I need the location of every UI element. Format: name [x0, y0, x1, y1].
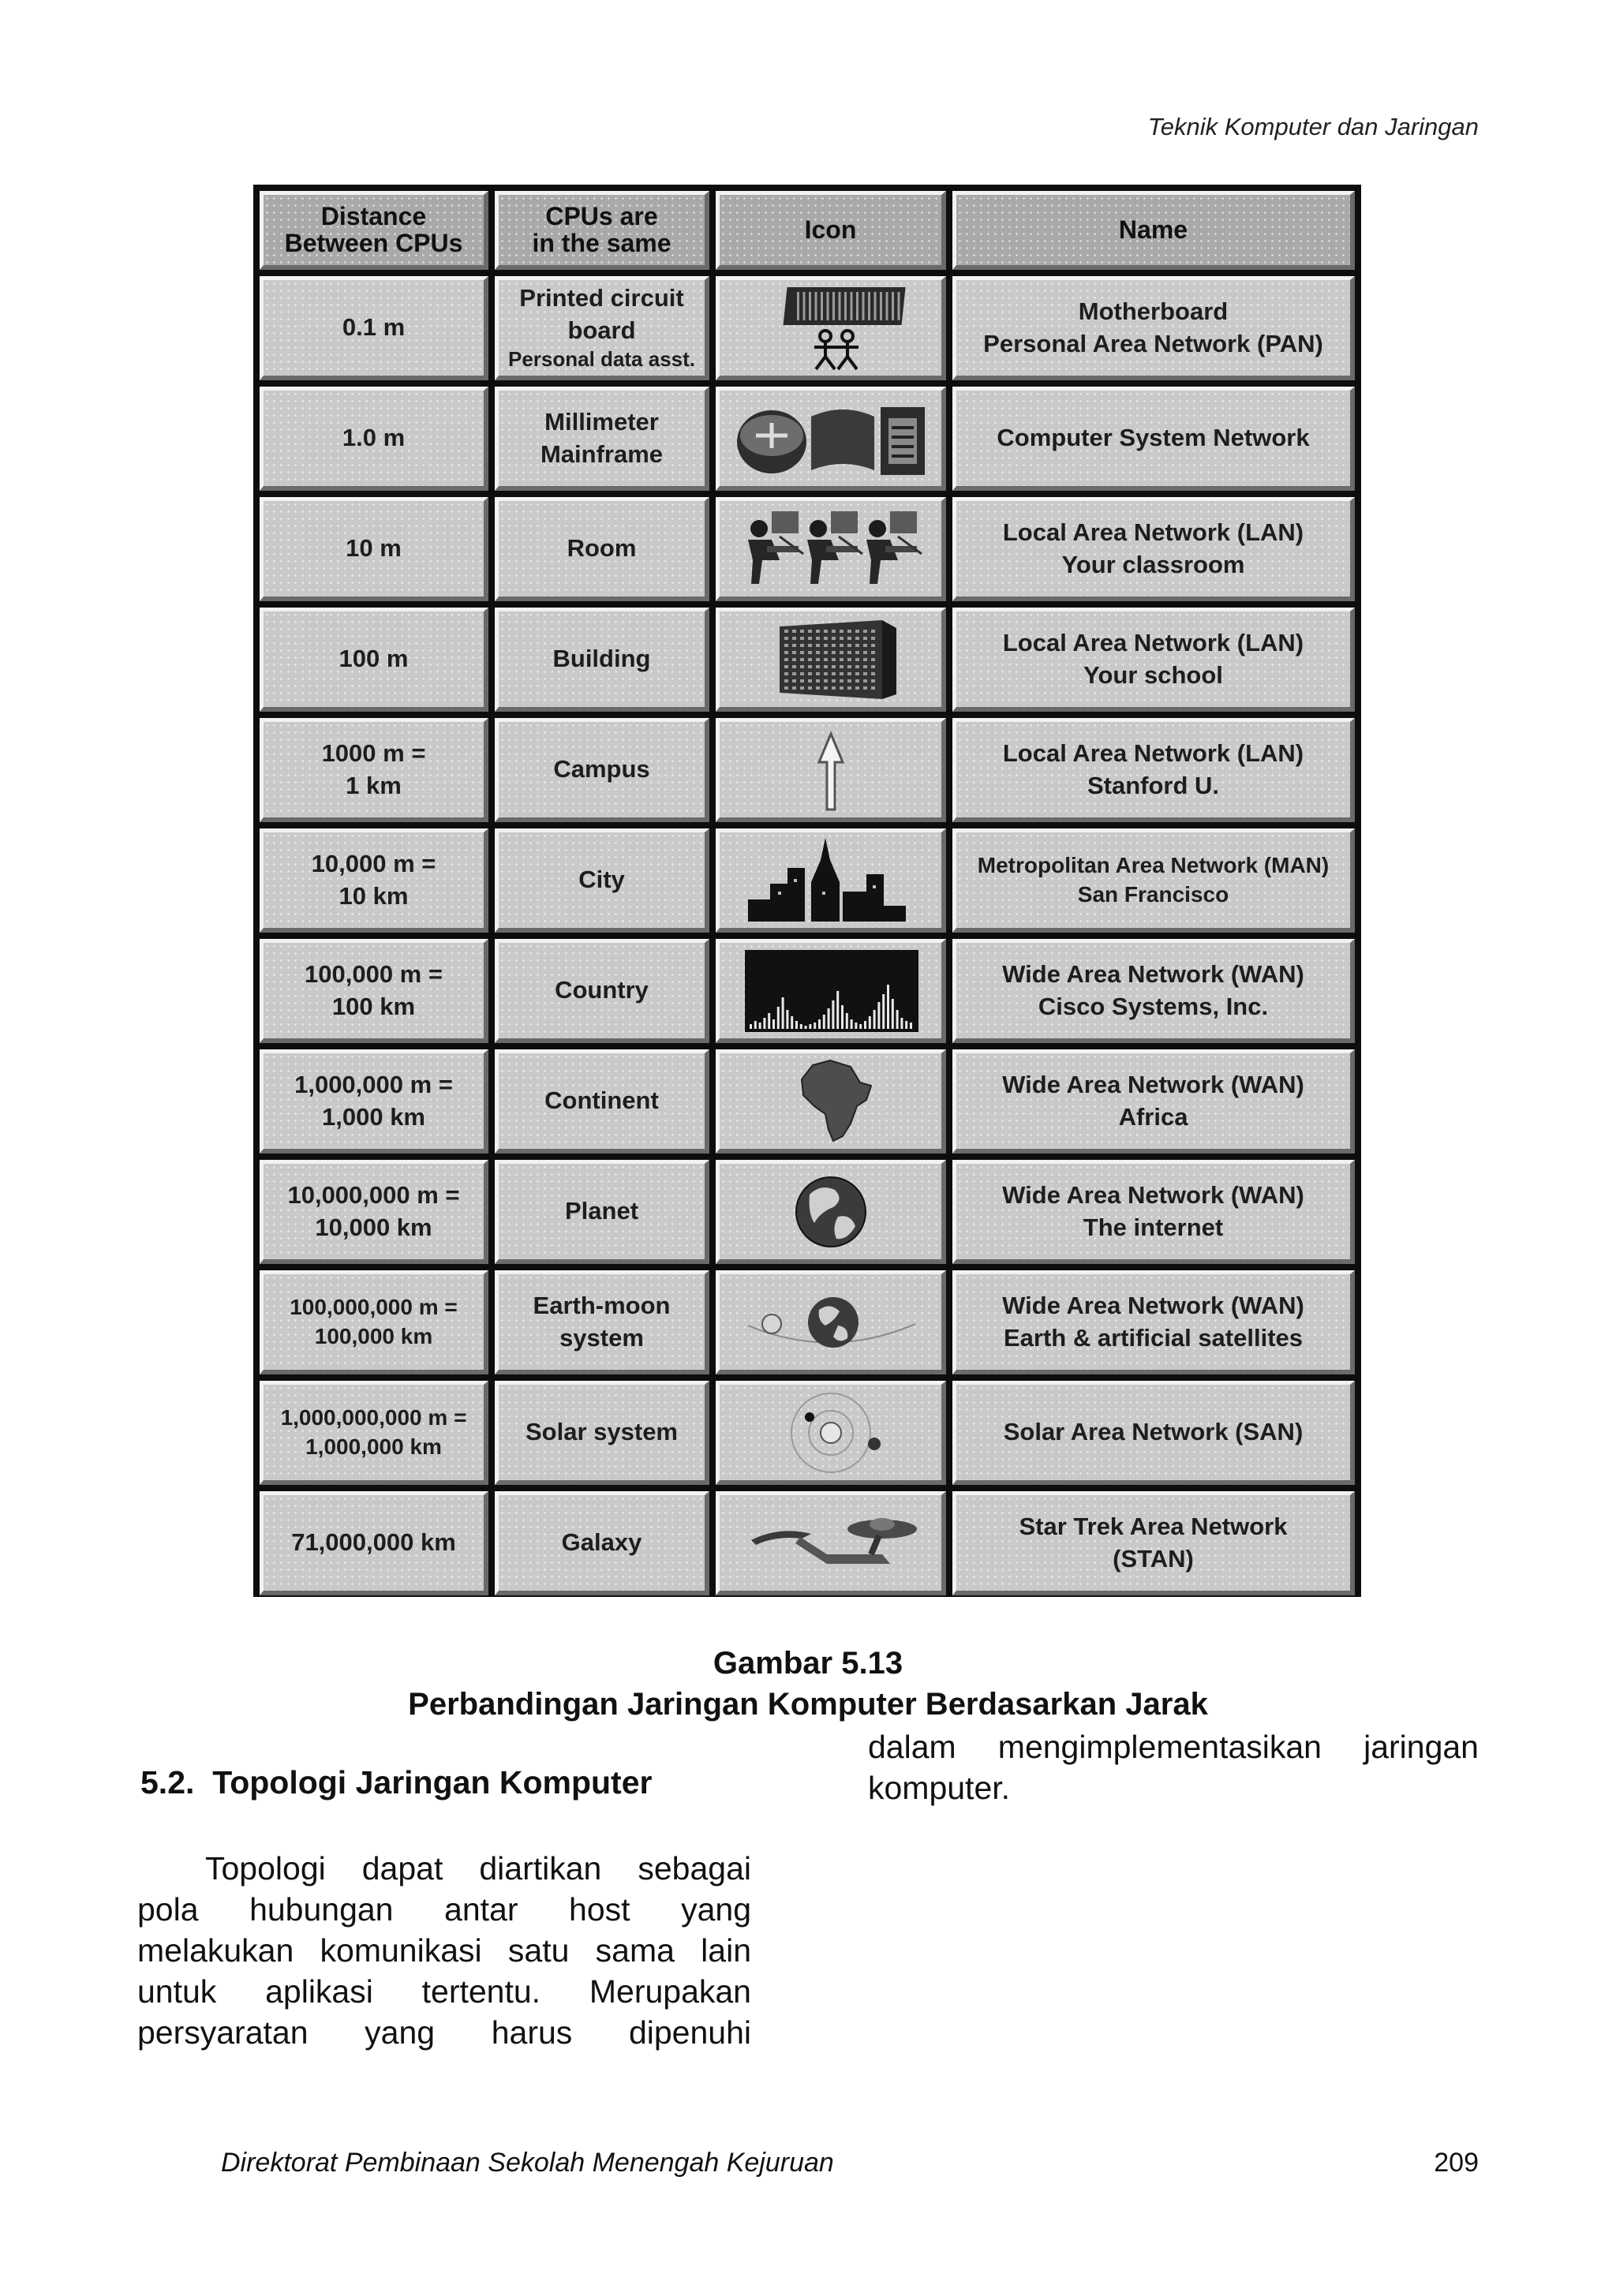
column-header-icon: Icon — [716, 191, 946, 270]
building-icon — [732, 615, 930, 704]
cell-location: Campus — [495, 718, 709, 822]
cell-location: Building — [495, 608, 709, 712]
africa-continent-icon — [732, 1057, 930, 1146]
paragraph-line: untuk aplikasi tertentu. Merupakan — [137, 1973, 751, 2010]
cell-icon — [716, 1160, 946, 1264]
cell-name: Computer System Network — [952, 387, 1355, 491]
cell-distance: 1000 m = 1 km — [260, 718, 488, 822]
cell-icon — [716, 497, 946, 601]
body-paragraph-right — [868, 1726, 1479, 1808]
starship-icon — [732, 1499, 930, 1587]
router-switch-server-icon — [732, 395, 930, 483]
cell-icon — [716, 276, 946, 380]
workstation-users-icon — [732, 505, 930, 593]
cell-icon — [716, 718, 946, 822]
cell-location: Planet — [495, 1160, 709, 1264]
cell-distance: 10,000,000 m = 10,000 km — [260, 1160, 488, 1264]
cell-distance: 100,000 m = 100 km — [260, 939, 488, 1043]
cell-location: Solar system — [495, 1381, 709, 1485]
cell-location: Earth-moon system — [495, 1270, 709, 1374]
figure-number: Gambar 5.13 — [713, 1646, 903, 1681]
section-number: 5.2. — [140, 1764, 195, 1801]
cell-distance: 71,000,000 km — [260, 1491, 488, 1595]
circuit-board-and-people-icon — [732, 284, 930, 372]
cell-name: Star Trek Area Network (STAN) — [952, 1491, 1355, 1595]
cell-name: Wide Area Network (WAN) Earth & artificial satellites — [952, 1270, 1355, 1374]
cell-name: Metropolitan Area Network (MAN) San Francisco — [952, 828, 1355, 933]
column-header-name: Name — [952, 191, 1355, 270]
cell-icon — [716, 1491, 946, 1595]
paragraph-line: melakukan komunikasi satu sama lain — [137, 1932, 751, 1969]
cell-distance: 1.0 m — [260, 387, 488, 491]
running-header: Teknik Komputer dan Jaringan — [1147, 113, 1479, 140]
cell-location: Galaxy — [495, 1491, 709, 1595]
cell-distance: 10 m — [260, 497, 488, 601]
cell-distance: 1,000,000 m = 1,000 km — [260, 1049, 488, 1154]
paragraph-line: persyaratan yang harus dipenuhi — [137, 2014, 751, 2051]
earth-moon-icon — [732, 1278, 930, 1367]
cell-location: Country — [495, 939, 709, 1043]
cell-location: City — [495, 828, 709, 933]
cell-distance: 100 m — [260, 608, 488, 712]
section-title: Topologi Jaringan Komputer — [212, 1764, 653, 1801]
solar-system-icon — [732, 1389, 930, 1477]
column-header-location: CPUs are in the same — [495, 191, 709, 270]
paragraph-line: Topologi dapat diartikan sebagai — [205, 1850, 751, 1887]
cell-distance: 0.1 m — [260, 276, 488, 380]
network-scale-table — [253, 185, 1361, 1597]
column-header-distance: Distance Between CPUs — [260, 191, 488, 270]
page-number: 209 — [1434, 2148, 1479, 2178]
cell-name: Wide Area Network (WAN) The internet — [952, 1160, 1355, 1264]
cell-location: Continent — [495, 1049, 709, 1154]
section-heading — [140, 1764, 652, 1801]
body-paragraph-left — [137, 1848, 751, 2053]
cell-location: Room — [495, 497, 709, 601]
country-skyline-icon — [732, 947, 930, 1035]
footer-publisher: Direktorat Pembinaan Sekolah Menengah Kejuruan — [221, 2148, 834, 2178]
cell-name: Solar Area Network (SAN) — [952, 1381, 1355, 1485]
campus-arrow-icon — [732, 726, 930, 814]
cell-location: Millimeter Mainframe — [495, 387, 709, 491]
cell-name: Local Area Network (LAN) Your school — [952, 608, 1355, 712]
cell-icon — [716, 1270, 946, 1374]
cell-icon — [716, 1049, 946, 1154]
cell-name: Wide Area Network (WAN) Africa — [952, 1049, 1355, 1154]
cell-distance: 1,000,000,000 m = 1,000,000 km — [260, 1381, 488, 1485]
paragraph-line: dalam mengimplementasikan jaringan — [868, 1729, 1479, 1765]
paragraph-line: komputer. — [868, 1770, 1011, 1806]
cell-icon — [716, 387, 946, 491]
earth-globe-icon — [732, 1168, 930, 1256]
cell-icon — [716, 608, 946, 712]
figure-caption: Perbandingan Jaringan Komputer Berdasarkan Jarak — [408, 1687, 1208, 1722]
cell-location: Printed circuit board Personal data asst. — [495, 276, 709, 380]
cell-name: Local Area Network (LAN) Stanford U. — [952, 718, 1355, 822]
cell-name: Local Area Network (LAN) Your classroom — [952, 497, 1355, 601]
city-skyline-icon — [732, 836, 930, 925]
cell-distance: 10,000 m = 10 km — [260, 828, 488, 933]
cell-icon — [716, 828, 946, 933]
cell-name: Motherboard Personal Area Network (PAN) — [952, 276, 1355, 380]
cell-name: Wide Area Network (WAN) Cisco Systems, Inc. — [952, 939, 1355, 1043]
paragraph-line: pola hubungan antar host yang — [137, 1891, 751, 1928]
cell-icon — [716, 939, 946, 1043]
cell-icon — [716, 1381, 946, 1485]
cell-distance: 100,000,000 m = 100,000 km — [260, 1270, 488, 1374]
